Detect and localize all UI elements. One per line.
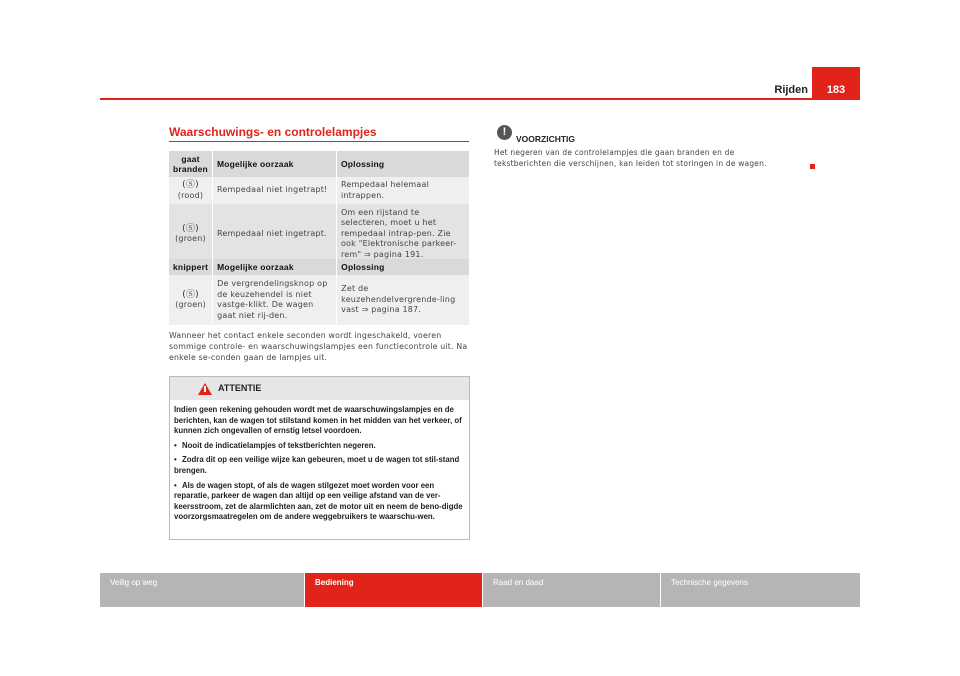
table-row: [169, 275, 469, 325]
warning-bullet-text: Als de wagen stopt, of als de wagen stilgezet moet worden voor een reparatie, parkeer de wagen dan altijd op een veilige afstand van de ver-keersstroom, zet de alarmlichten aan, zet de motor uit en neem de beno-digde voorzorgsmaatregelen om de andere weggebruikers te waarschu-wen.: [174, 480, 463, 522]
lamp-color: (groen): [175, 234, 206, 243]
lamp-color: (groen): [175, 300, 206, 309]
solution-cell: Om een rijstand te selecteren, moet u het rempedaal intrap-pen. Zie ook "Elektronische parkeer-rem" ⇒ pagina 191.: [336, 204, 469, 264]
solution-cell: Rempedaal helemaal intrappen.: [336, 177, 469, 204]
brake-lamp-icon: (Ⓢ): [182, 289, 199, 300]
footer-tab-technisch[interactable]: Technische gegevens: [661, 573, 860, 607]
warning-bullet-text: Zodra dit op een veilige wijze kan gebeuren, moet u de wagen tot stil-stand brengen.: [174, 455, 460, 475]
brake-lamp-icon: (Ⓢ): [182, 223, 199, 234]
warning-box: [169, 376, 470, 540]
table-row: [169, 177, 469, 204]
warning-intro: Indien geen rekening gehouden wordt met de waarschuwingslampjes en de berichten, kan de wagen tot stilstand komen in het midden van het verkeer, of kunnen zich ongevallen of ernstig letsel voordoen.: [174, 405, 462, 436]
lamp-cell: [169, 177, 212, 204]
page-number: 183: [826, 84, 846, 96]
caution-title: VOORZICHTIG: [516, 134, 576, 144]
table-row: [169, 204, 469, 264]
footer-tab-bediening[interactable]: Bediening: [305, 573, 482, 607]
col-header-lamp: knippert: [169, 259, 213, 275]
bullet-icon: •: [174, 480, 177, 490]
col-header-cause: Mogelijke oorzaak: [212, 151, 336, 177]
caution-text: Het negeren van de controlelampjes die gaan branden en de tekstberichten die verschijnen, kan leiden tot storingen in de wagen.: [494, 148, 767, 168]
cause-cell: Rempedaal niet ingetrapt.: [212, 204, 336, 264]
header-rule: [100, 98, 860, 100]
cause-cell: Rempedaal niet ingetrapt!: [212, 177, 336, 204]
warning-bullet: [174, 481, 464, 523]
col-header-solution: Oplossing: [337, 259, 469, 275]
warning-bullet-text: Nooit de indicatielampjes of tekstberichten negeren.: [182, 440, 376, 450]
section-end-mark: [810, 164, 815, 169]
table-header-row: [169, 151, 469, 177]
bullet-icon: •: [174, 455, 177, 465]
section-title: Waarschuwings- en controlelampjes: [169, 125, 377, 139]
warning-body: [174, 405, 464, 527]
table-header-row: [169, 259, 469, 275]
lamp-cell: [169, 275, 213, 325]
footer-tab-veilig[interactable]: Veilig op weg: [100, 573, 304, 607]
warning-bullet: [174, 455, 464, 476]
info-paragraph: Wanneer het contact enkele seconden wordt ingeschakeld, voeren sommige controle- en waarschuwingslampjes een functiecontrole uit. Na enkele se-conden gaan de lampjes uit.: [169, 331, 468, 362]
warning-header: [170, 377, 469, 400]
lamp-table-blink: [169, 259, 469, 325]
header-title: Rijden: [774, 84, 808, 96]
warning-mark: [204, 386, 206, 392]
lamp-cell: [169, 204, 212, 264]
warning-title: ATTENTIE: [218, 383, 262, 393]
brake-lamp-icon: (Ⓢ): [182, 180, 199, 190]
cause-cell: De vergrendelingsknop op de keuzehendel is niet vastge-klikt. De wagen gaat niet rij-den.: [213, 275, 337, 325]
col-header-cause: Mogelijke oorzaak: [213, 259, 337, 275]
caution-circle-icon: !: [497, 125, 512, 140]
solution-cell: Zet de keuzehendelvergrende-ling vast ⇒ pagina 187.: [337, 275, 469, 325]
lamp-color: (rood): [177, 190, 204, 200]
col-header-solution: Oplossing: [336, 151, 469, 177]
col-header-lamp: gaat branden: [169, 151, 212, 177]
bullet-icon: •: [174, 440, 177, 450]
footer-tab-raad[interactable]: Raad en daad: [483, 573, 660, 607]
lamp-table-on: [169, 151, 469, 264]
warning-bullet: [174, 441, 464, 452]
section-rule: [169, 141, 469, 142]
